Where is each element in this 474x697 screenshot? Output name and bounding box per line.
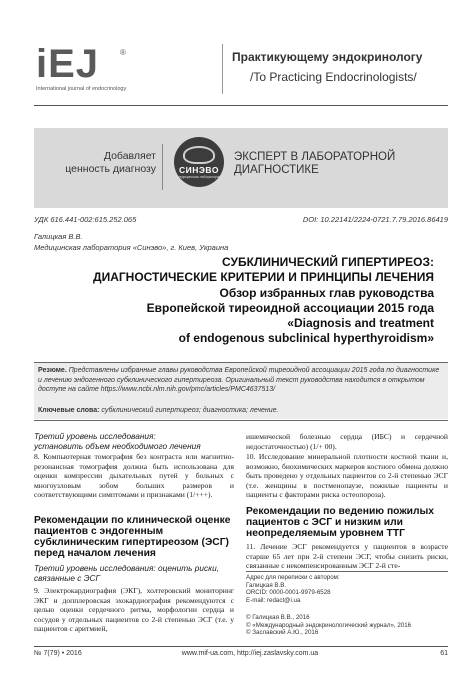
correspondence [246,574,448,604]
banner-tagline-line2: ДИАГНОСТИКЕ [234,164,319,176]
page-number: 61 [440,650,448,657]
subtitle-line2: Европейской тиреоидной ассоциации 2015 года [146,301,434,315]
col2-paragraph1: ишемической болезнью сердца (ИБС) и сердечной недостаточностью) (1/+ 00). [246,432,448,451]
copyright-line1: © Галицкая В.В., 2016 [246,614,310,621]
header-rule [34,105,448,106]
correspondence-rule [246,571,448,572]
udk-code: УДК 616.441-002:615.252.065 [34,215,137,224]
issue-number: № 7(79) • 2016 [34,650,82,657]
footer-urls[interactable]: www.mif-ua.com, http://iej.zaslavsky.com.ua [181,650,319,657]
col1-heading1 [34,432,234,451]
col2-heading1: Рекомендации по ведению пожилых пациентов с ЭСГ и низким или неопределяемым уровнем ТТГ [246,506,435,539]
copyright-line3: © Заславский А.Ю., 2016 [246,629,319,637]
subtitle-line4: of endogenous subclinical hyperthyroidism» [178,331,434,345]
header-divider [222,44,223,94]
author: Галицкая В.В. [34,232,83,241]
section-title-ru: Практикующему эндокринологу [232,50,423,64]
abstract-text: Представлены избранные главы руководства Европейской тиреоидной ассоциации 2015 года по диагностике и лечению эндогенного субклинического гипертиреоза. Оригинальный текст руководства находится в открытом доступе на сайте https://www.ncbi.nlm.nih.gov/pmc/articles/PMC4637513/ [38,367,440,393]
keywords [38,407,444,414]
journal-logo-subtitle: International journal of endocrinology [36,86,127,92]
banner-tagline-line1: ЭКСПЕРТ В ЛАБОРАТОРНОЙ [234,151,396,163]
corr-line3: ORCID: 0000-0001-9979-6528 [246,589,331,597]
synevo-logo-sub: медицинская лаборатория [177,174,221,179]
col1-paragraph2: 9. Электрокардиография (ЭКГ), холтеровский мониторинг ЭКГ и допплеровская эхокардиография рекомендуются с целью оценки сердечного ритма, морфологии сердца и сосудов у отдельных пациентов со 2-й степенью ЭСГ (т.е. у пациентов с аритмией, [34,586,234,634]
col2-paragraph3: 11. Лечение ЭСГ рекомендуется у пациентов в возрасте старше 65 лет при 2-й степени ЭСГ, чтобы снизить риски, связанные с некомпенсированным ЭСГ 2-й сте- [246,542,448,571]
banner-slogan-line1: Добавляет [103,150,156,162]
copyright [246,614,448,637]
corr-line4: E-mail: redact@i.ua [246,596,301,604]
copyright-line2: © «Международный эндокринологический журнал», 2016 [246,621,412,629]
footer-rule [34,646,448,647]
banner-divider [162,144,163,190]
synevo-logo-text: СИНЭВО [179,164,219,175]
journal-logo: iEJ [36,42,100,86]
subtitle-line3: «Diagnosis and treatment [287,316,434,330]
doi: DOI: 10.22141/2224-0721.7.79.2016.86419 [302,215,448,224]
keywords-label: Ключевые слова: [38,407,100,414]
title-line1: СУБКЛИНИЧЕСКИЙ ГИПЕРТИРЕОЗ: [222,255,434,269]
abstract-rule-bottom [34,420,448,421]
col1-paragraph1: 8. Компьютерная томография без контраста или магнитно-резонансная томография должна быть использована для оценки компрессии дыхательных путей у больных с многоузловым зобом больших размеров и соответствующими симптомами и признаками (1/+++). [34,452,234,500]
col2-paragraph2: 10. Исследование минеральной плотности костной ткани и, возможно, биохимических маркеров костного обмена должно быть проведено у отдельных пациентов со 2-й степенью ЭСГ (т.е. женщины в постменопаузе, пожилые пациенты и пациенты с факторами риска остеопороза). [246,452,448,500]
affiliation: Медицинская лаборатория «Синэво», г. Киев, Украина [34,243,229,252]
title-line2: ДИАГНОСТИЧЕСКИЕ КРИТЕРИИ И ПРИНЦИПЫ ЛЕЧЕНИЯ [93,270,434,284]
synevo-logo [174,137,224,187]
section-title-en: /To Practicing Endocrinologists/ [250,70,417,84]
registered-mark: ® [120,48,126,57]
abstract [38,366,444,395]
col1-heading2: Рекомендации по клинической оценке пациентов с эндогенным субклиническим гипертиреозом (ЭСГ) перед началом лечения [34,515,231,559]
subtitle-line1: Обзор избранных глав руководства [219,286,434,300]
keywords-text: субклинический гипертиреоз; диагностика; лечение. [99,407,279,414]
banner-tagline [234,151,434,177]
corr-line1: Адрес для переписки с автором: [246,574,340,581]
abstract-label: Резюме. [38,367,67,374]
logo-ring-icon [183,146,215,164]
col1-heading1-line2: установить объем необходимого лечения [34,440,201,451]
col1-heading1-line1: Третий уровень исследования: [34,431,156,441]
article-subtitle [20,286,434,346]
corr-line2: Галицкая В.В. [246,581,287,589]
article-title [20,255,434,285]
col1-heading3: Третий уровень исследования: оценить риски, связанные с ЭСГ [34,563,219,583]
banner-slogan-line2: ценность диагнозу [65,163,156,175]
